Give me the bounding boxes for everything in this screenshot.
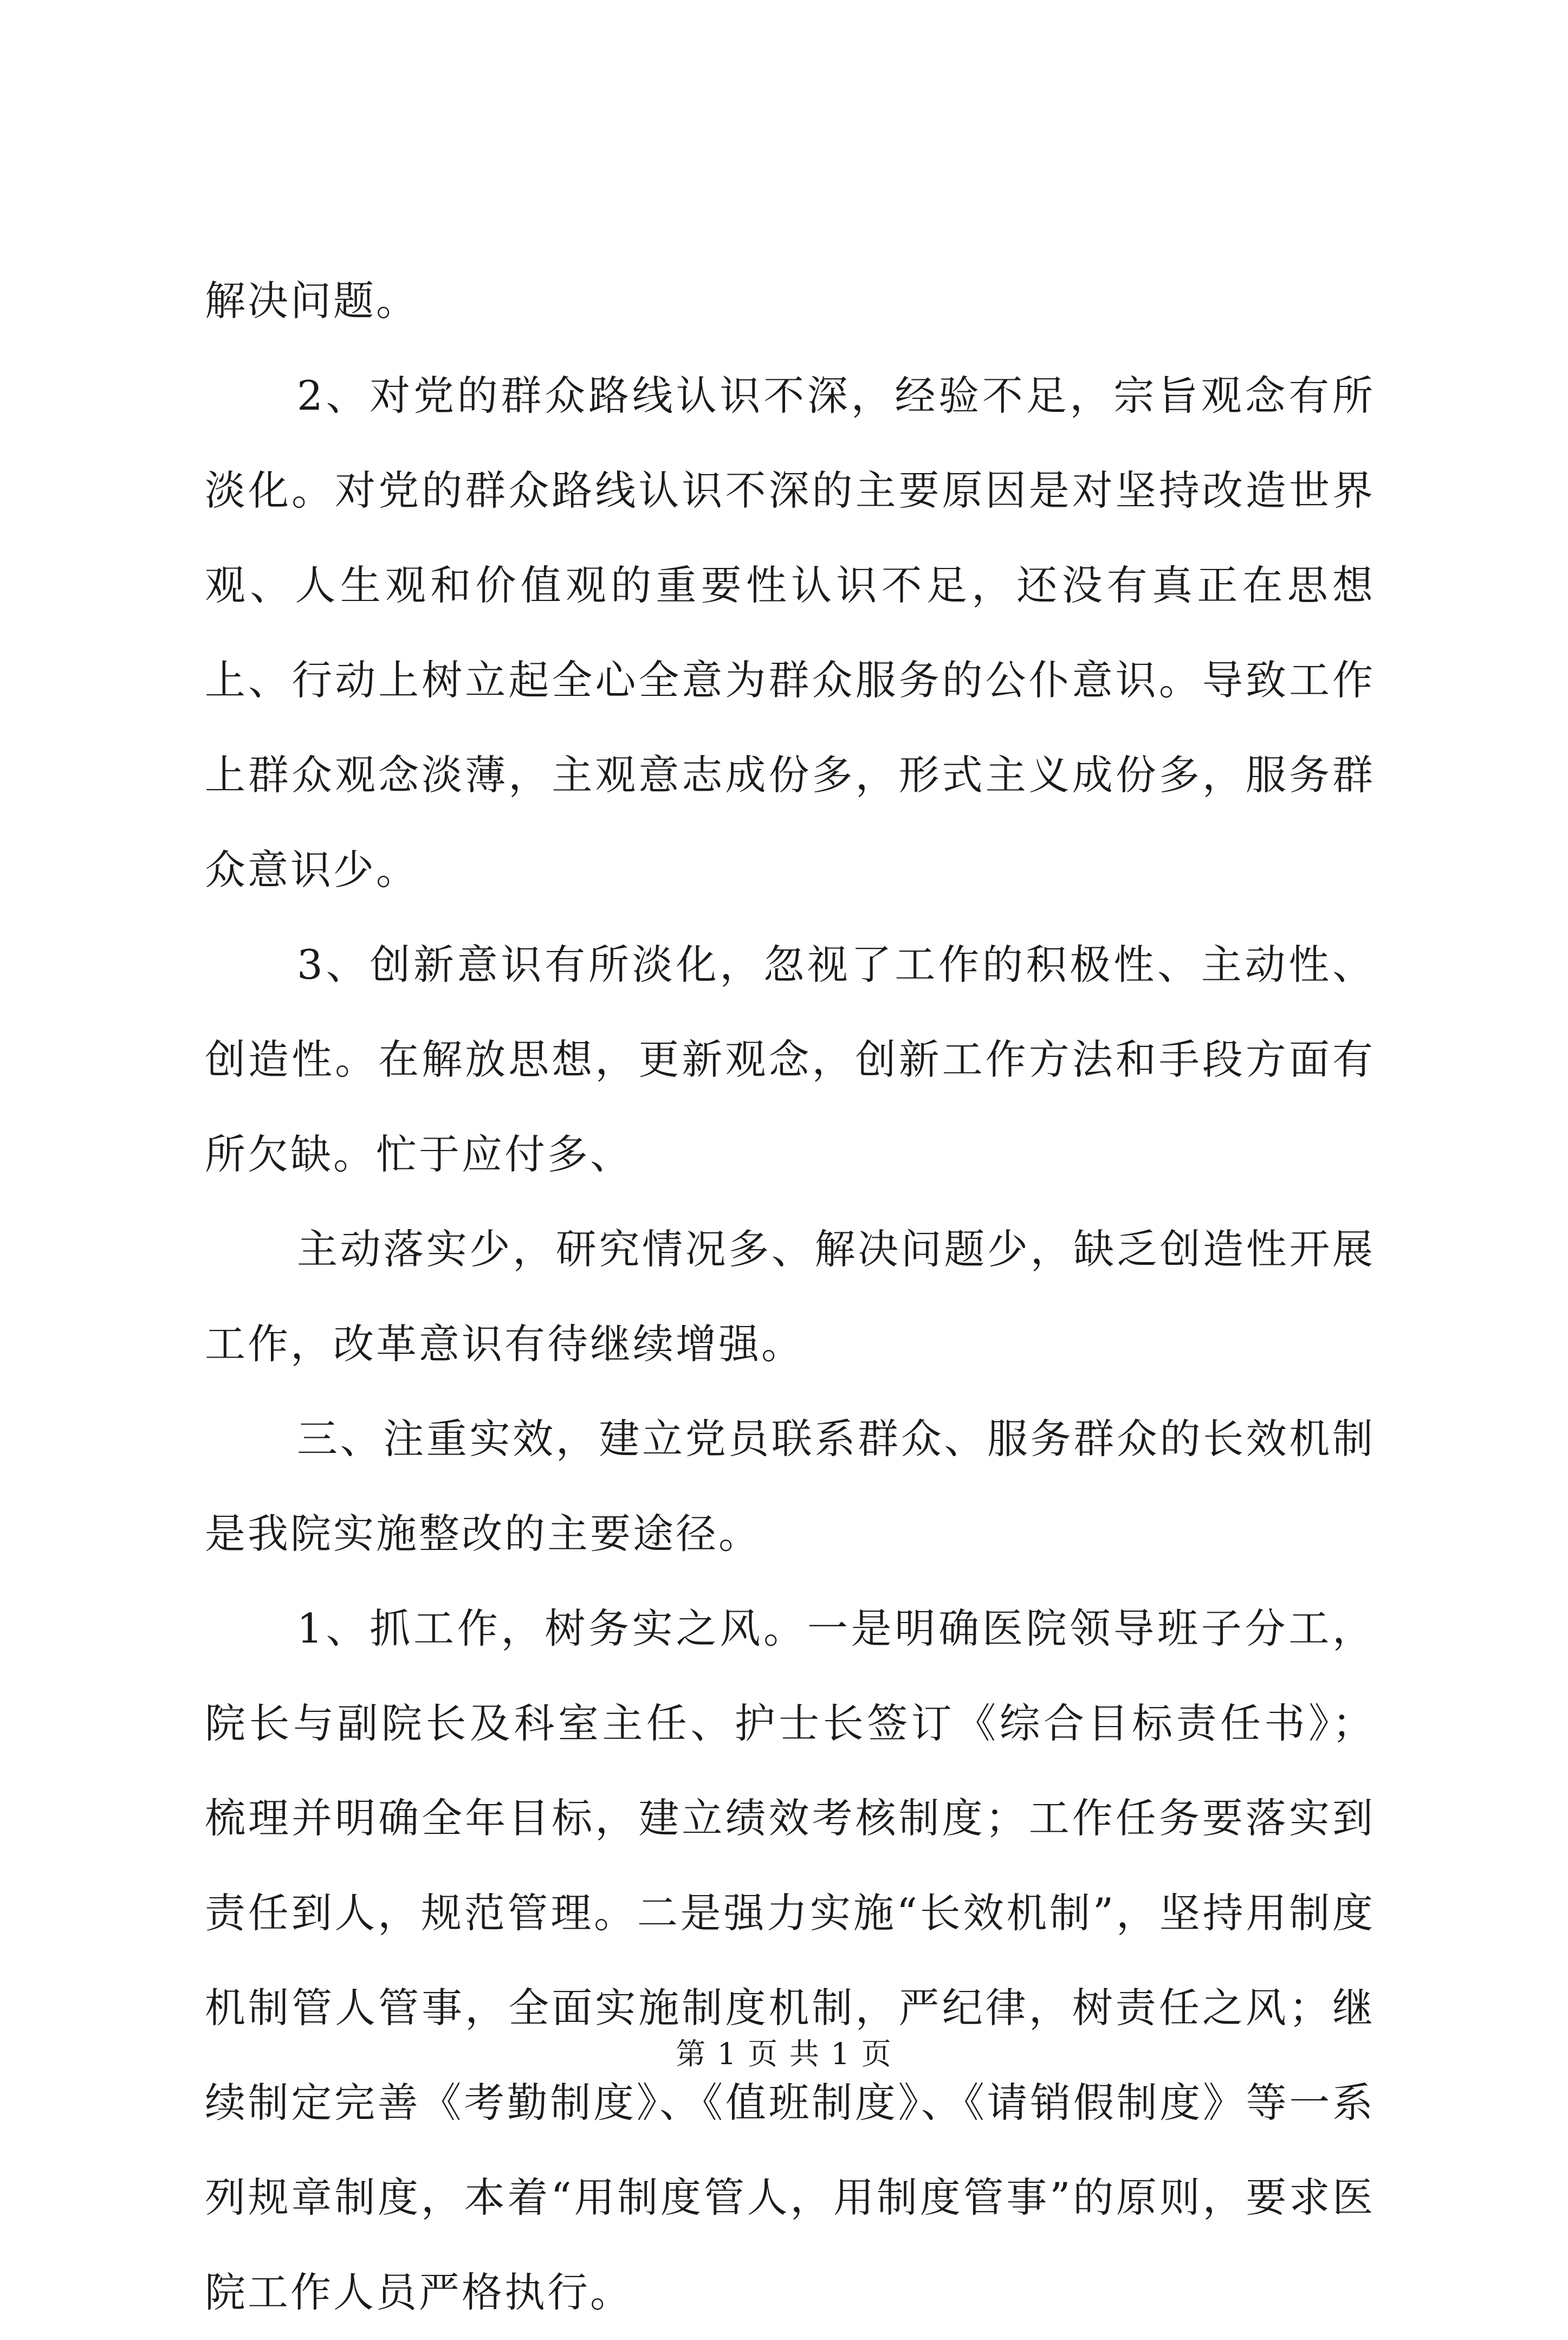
- document-body: [205, 254, 1375, 2340]
- section-heading-three: 三、注重实效，建立党员联系群众、服务群众的长效机制是我院实施整改的主要途径。: [205, 1415, 1375, 1557]
- page-footer: 第 1 页 共 1 页: [676, 2037, 892, 2071]
- paragraph-item-3: 3、创新意识有所淡化，忽视了工作的积极性、主动性、创造性。在解放思想，更新观念，创新工作方法和手段方面有所欠缺。忙于应付多、: [205, 941, 1375, 1178]
- paragraph-continuation: 解决问题。: [205, 277, 419, 325]
- paragraph-item-1: 1、抓工作，树务实之风。一是明确医院领导班子分工，院长与副院长及科室主任、护士长签订《综合目标责任书》；梳理并明确全年目标，建立绩效考核制度；工作任务要落实到责任到人，规范管理。二是强力实施“长效机制”，坚持用制度机制管人管事，全面实施制度机制，严纪律，树责任之风；继续制定完善《考勤制度》、《值班制度》、《请销假制度》等一系列规章制度，本着“用制度管人，用制度管事”的原则，要求医院工作人员严格执行。: [205, 1605, 1375, 2316]
- paragraph-item-2: 2、对党的群众路线认识不深，经验不足，宗旨观念有所淡化。对党的群众路线认识不深的主要原因是对坚持改造世界观、人生观和价值观的重要性认识不足，还没有真正在思想上、行动上树立起全心全意为群众服务的公仆意识。导致工作上群众观念淡薄，主观意志成份多，形式主义成份多，服务群众意识少。: [205, 372, 1375, 894]
- paragraph-item-3-continued: 主动落实少，研究情况多、解决问题少，缺乏创造性开展工作，改革意识有待继续增强。: [205, 1225, 1375, 1368]
